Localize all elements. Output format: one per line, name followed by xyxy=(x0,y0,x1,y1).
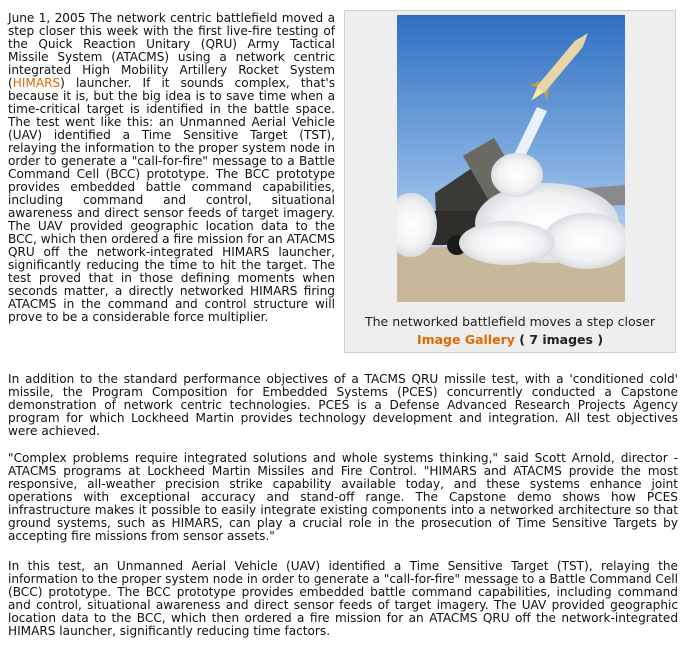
himars-link[interactable]: HIMARS xyxy=(12,76,61,90)
image-box xyxy=(344,10,676,353)
article-paragraph-1 xyxy=(8,12,335,324)
article-paragraph-4: In this test, an Unmanned Aerial Vehicle (UAV) identified a Time Sensitive Target (TST), relaying the information to the proper system node in order to generate a "call-for-fire" message to a Battle Command Cell (BCC) prototype. The BCC prototype provides embedded battle command capabilities, including command and control, situational awareness and direct sensor feeds of target imagery. The UAV provided geographic location data to the BCC, which then ordered a fire mission for an ATACMS QRU off the network-integrated HIMARS launcher, significantly reducing time factors. xyxy=(8,559,678,638)
article-paragraph-3: "Complex problems require integrated solutions and whole systems thinking," said Scott Arnold, director - ATACMS programs at Lockheed Martin Missiles and Fire Control. "HIMARS and ATACMS provide the most responsive, all-weather precision strike capability available today, and these systems enhance joint operations with exceptional accuracy and stand-off range. The Capstone demo shows how PCES infrastructure makes it possible to easily integrate existing components into a networked architecture so that ground systems, such as HIMARS, can play a crucial role in the prosecution of Time Sensitive Targets by accepting fire missions from sensor assets." xyxy=(8,451,678,543)
para1-text-end: ) launcher. If it sounds complex, that's because it is, but the big idea is to save time when a time-critical target is identified in the battle space. The test went like this: an Unmanned Aerial Vehicle (UAV) identified a Time Sensitive Target (TST), relaying the information to the proper system node in order to generate a "call-for-fire" message to a Battle Command Cell (BCC) prototype. The BCC prototype provides embedded battle command capabilities, including command and control, situational awareness and direct sensor feeds of target imagery. The UAV provided geographic location data to the BCC, which then ordered a fire mission for an ATACMS QRU off the network-integrated HIMARS launcher, significantly reducing the time to hit the target. The test proved that in those defining moments when seconds matter, a directly networked HIMARS firing ATACMS in the command and control structure will prove to be a considerable force multiplier. xyxy=(8,76,335,324)
para1-text-start: June 1, 2005 The network centric battlefield moved a step closer this week with the first live-fire testing of the Quick Reaction Unitary (QRU) Army Tactical Missile System (ATACMS) using a network centric integrated High Mobility Artillery Rocket System ( xyxy=(8,11,335,90)
image-gallery-row xyxy=(345,333,675,346)
missile-launch-photo[interactable] xyxy=(397,15,625,302)
article-paragraph-2: In addition to the standard performance objectives of a TACMS QRU missile test, with a 'conditioned cold' missile, the Program Composition for Embedded Systems (PCES) concurrently conducted a Capstone demonstration of network centric technologies. PCES is a Defense Advanced Research Projects Agency program for which Lockheed Martin provides technology development and integration. All test objectives were achieved. xyxy=(8,372,678,438)
image-gallery-link[interactable]: Image Gallery xyxy=(416,332,515,347)
image-caption: The networked battlefield moves a step closer xyxy=(364,314,656,329)
gallery-count: ( 7 images ) xyxy=(519,332,604,347)
